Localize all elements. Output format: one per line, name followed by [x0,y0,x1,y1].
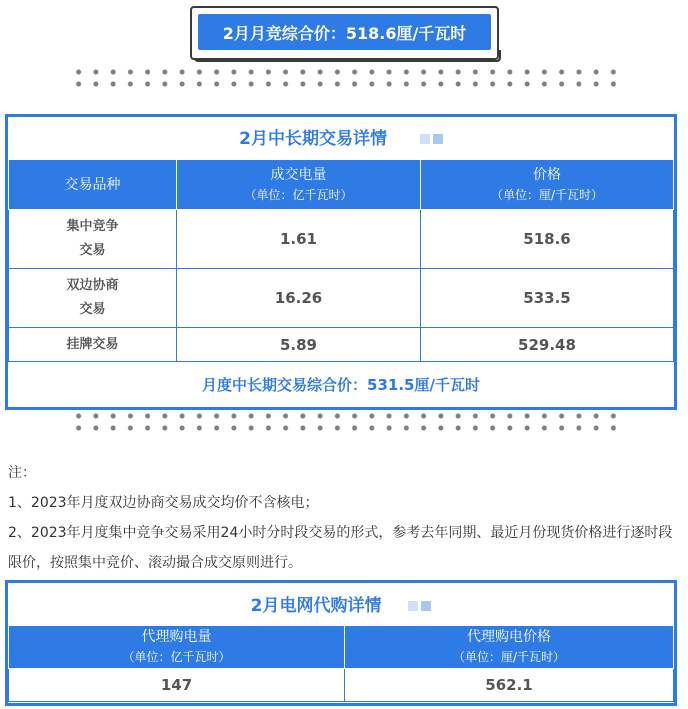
grid-agent-title [8,583,674,625]
notes-section [8,458,680,578]
grid-agent-card [5,580,677,706]
dot-pattern-bottom [70,410,622,434]
column-header-type: 交易品种 [9,160,177,210]
table-row [9,269,674,328]
long-term-title [8,117,674,159]
grid-agent-table [8,625,674,702]
column-header-agent-volume: 代理购电量 （单位：亿千瓦时） [9,626,345,669]
long-term-summary: 月度中长期交易综合价：531.5厘/千瓦时 [202,376,480,394]
title-decoration-icon [420,134,430,144]
notes-heading: 注： [8,465,36,481]
long-term-title-text: 2月中长期交易详情 [239,129,387,149]
long-term-table [8,159,674,362]
title-decoration-icon [421,601,431,611]
long-term-card [5,114,677,410]
trade-type-cell: 集中竞争 交易 [9,210,177,269]
column-header-volume: 成交电量 （单位：亿千瓦时） [177,160,421,210]
price-cell: 518.6 [421,210,674,269]
agent-volume-cell: 147 [9,669,345,702]
table-row [9,669,674,702]
column-header-agent-price: 代理购电价格 （单位：厘/千瓦时） [345,626,674,669]
agent-price-cell: 562.1 [345,669,674,702]
table-row [9,328,674,362]
badge-text: 2月月竞综合价：518.6厘/千瓦时 [198,14,491,50]
note-item: 2、2023年月度集中竞争交易采用24小时分时段交易的形式，参考去年同期、最近月份现货价格进行逐时段限价，按照集中竞价、滚动撮合成交原则进行。 [8,525,673,571]
table-row [9,210,674,269]
column-header-price: 价格 （单位：厘/千瓦时） [421,160,674,210]
price-cell: 533.5 [421,269,674,328]
volume-cell: 5.89 [177,328,421,362]
grid-agent-title-text: 2月电网代购详情 [250,596,382,616]
price-cell: 529.48 [421,328,674,362]
dot-pattern-top [70,66,622,90]
volume-cell: 16.26 [177,269,421,328]
title-decoration-icon [408,601,418,611]
title-decoration-icon [433,134,443,144]
note-item: 1、2023年月度双边协商交易成交均价不含核电； [8,495,319,511]
trade-type-cell: 挂牌交易 [9,328,177,362]
trade-type-cell: 双边协商 交易 [9,269,177,328]
header-badge [190,6,499,60]
volume-cell: 1.61 [177,210,421,269]
